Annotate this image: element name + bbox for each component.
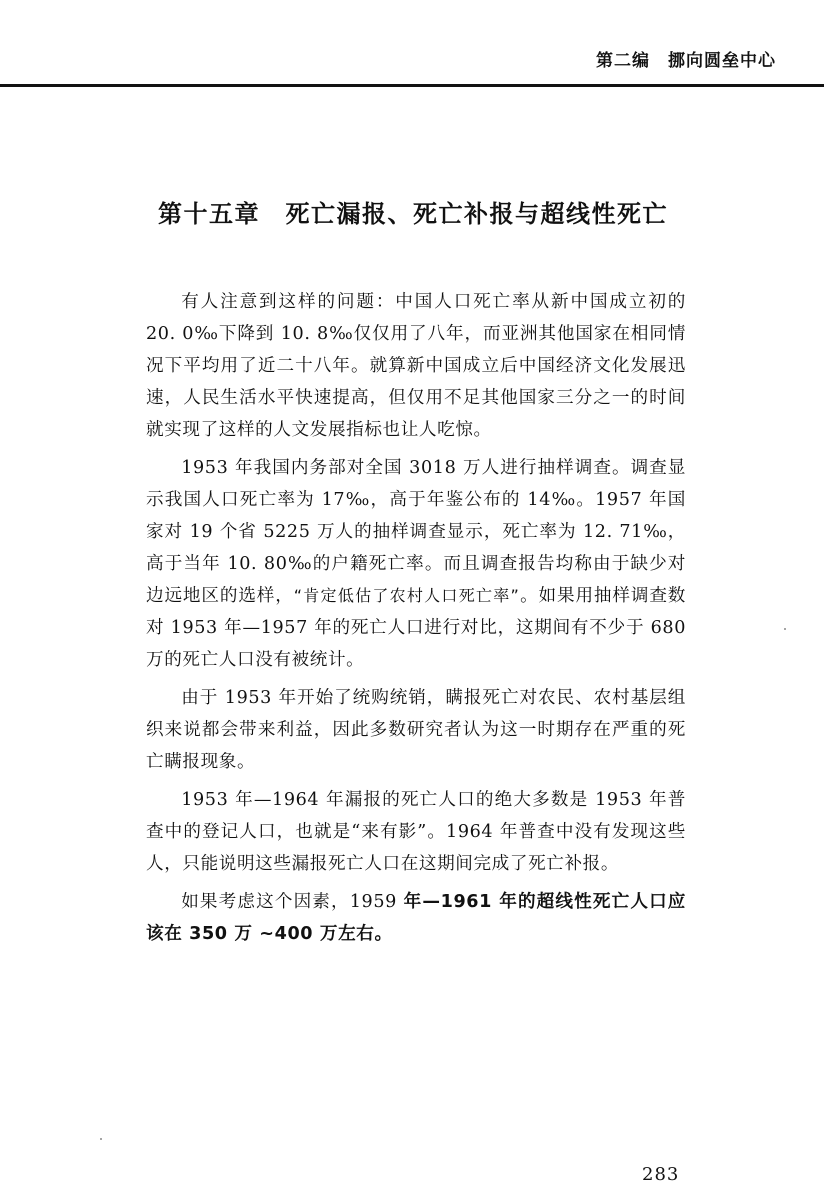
scan-speck — [100, 1138, 102, 1140]
paragraph-5 — [146, 886, 686, 950]
paragraph-3: 由于 1953 年开始了统购统销，瞒报死亡对农民、农村基层组织来说都会带来利益，因此多数研究者认为这一时期存在严重的死亡瞒报现象。 — [146, 688, 686, 772]
paragraph-2-text-before: 1953 年我国内务部对全国 3018 万人进行抽样调查。调查显示我国人口死亡率为 17‰，高于年鉴公布的 14‰。1957 年国家对 19 个省 5225 万人的抽样调查显示，死亡率为 12. 71‰，高于当年 10. 80‰的户籍死亡率。而且调查报告均称由于缺少对边远地区的选样， — [146, 458, 686, 606]
paragraph-1: 有人注意到这样的问题：中国人口死亡率从新中国成立初的 20. 0‰下降到 10. 8‰仅仅用了八年，而亚洲其他国家在相同情况下平均用了近二十八年。就算新中国成立后中国经济文化发展迅速，人民生活水平快速提高，但仅用不足其他国家三分之一的时间就实现了这样的人文发展指标也让人吃惊。 — [146, 292, 686, 440]
paragraph-5-text-bold: 年—1961 年的超线性死亡人口应该在 350 万 ~400 万左右。 — [146, 892, 686, 944]
paragraph-4: 1953 年—1964 年漏报的死亡人口的绝大多数是 1953 年普查中的登记人口，也就是“来有影”。1964 年普查中没有发现这些人，只能说明这些漏报死亡人口在这期间完成了死亡补报。 — [146, 790, 686, 874]
paragraph-5-text-plain: 如果考虑这个因素，1959 — [181, 892, 404, 912]
paragraph-2 — [146, 452, 686, 676]
body-text — [146, 286, 686, 956]
paragraph-2-text-after: 。如果用抽样调查数对 1953 年—1957 年的死亡人口进行对比，这期间有不少于 680 万的死亡人口没有被统计。 — [146, 586, 686, 670]
header-rule — [0, 84, 824, 87]
running-header: 第二编 挪向圆垒中心 — [596, 51, 776, 71]
page-number: 283 — [642, 1164, 680, 1185]
chapter-title: 第十五章 死亡漏报、死亡补报与超线性死亡 — [158, 200, 668, 228]
paragraph-2-quote: “肯定低估了农村人口死亡率” — [293, 586, 520, 605]
scan-speck — [784, 628, 786, 630]
